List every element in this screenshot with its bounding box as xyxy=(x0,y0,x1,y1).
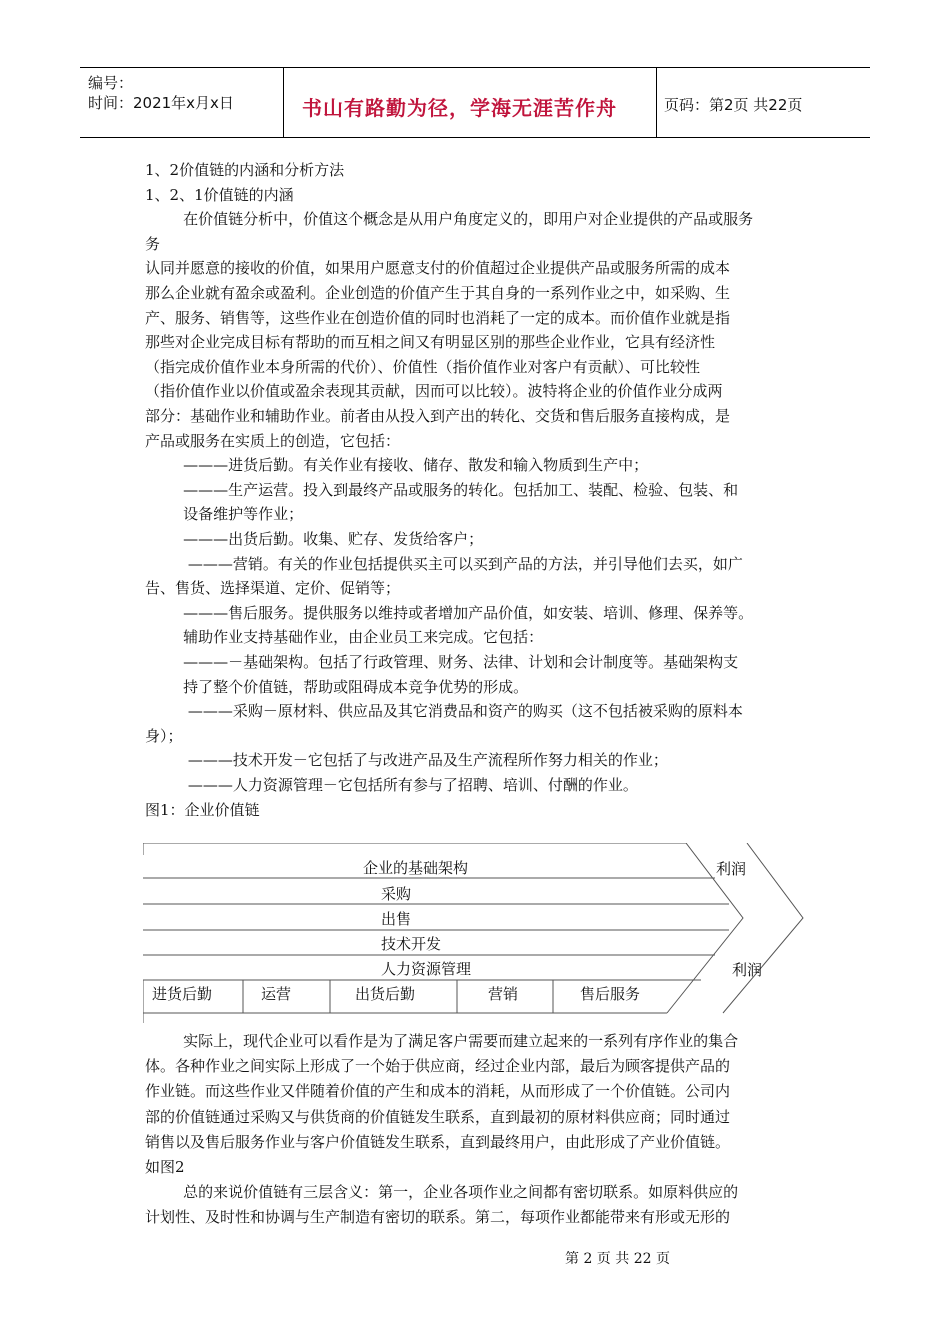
text-line: 那些对企业完成目标有帮助的而互相之间又有明显区别的那些企业作业，它具有经济性 xyxy=(145,333,716,352)
value-chain-diagram xyxy=(143,843,823,1023)
text-line: 产、服务、销售等，这些作业在创造价值的同时也消耗了一定的成本。而价值作业就是指 xyxy=(145,308,731,327)
text-line: 作业链。而这些作业又伴随着价值的产生和成本的消耗，从而形成了一个价值链。公司内 xyxy=(145,1082,731,1101)
text-line: 认同并愿意的接收的价值，如果用户愿意支付的价值超过企业提供产品或服务所需的成本 xyxy=(145,259,731,278)
text-line: 告、售货、选择渠道、定价、促销等； xyxy=(145,579,401,598)
text-line: 实际上，现代企业可以看作是为了满足客户需要而建立起来的一系列有序作业的集合 xyxy=(145,1032,739,1050)
primary-after-sales: 售后服务 xyxy=(580,985,641,1003)
text-line: 图1：企业价值链 xyxy=(145,800,260,819)
text-line: 销售以及售后服务作业与客户价值链发生联系，直到最终用户，由此形成了产业价值链。 xyxy=(145,1132,731,1151)
text-line: ———出货后勤。收集、贮存、发货给客户； xyxy=(145,530,484,548)
text-line: 1、2、1价值链的内涵 xyxy=(145,185,294,204)
header-motto: 书山有路勤为径，学海无涯苦作舟 xyxy=(302,96,617,120)
text-line: ———采购－原材料、供应品及其它消费品和资产的购买（这不包括被采购的原料本 xyxy=(145,702,743,721)
text-line: 1、2价值链的内涵和分析方法 xyxy=(145,161,345,179)
text-line: 部的价值链通过采购又与供货商的价值链发生联系，直到最初的原材料供应商；同时通过 xyxy=(145,1107,731,1126)
text-line: （指完成价值作业本身所需的代价）、价值性（指价值作业对客户有贡献）、可比较性 xyxy=(145,357,701,376)
text-line: ———－基础架构。包括了行政管理、财务、法律、计划和会计制度等。基础架构支 xyxy=(145,653,739,671)
support-row-tech-dev: 技术开发 xyxy=(381,935,442,953)
text-line: 总的来说价值链有三层含义：第一，企业各项作业之间都有密切联系。如原料供应的 xyxy=(145,1183,739,1202)
text-line: 辅助作业支持基础作业，由企业员工来完成。它包括： xyxy=(145,628,544,647)
support-row-procurement: 采购 xyxy=(381,885,412,903)
support-row-sales: 出售 xyxy=(381,910,412,928)
text-line: ———进货后勤。有关作业有接收、储存、散发和输入物质到生产中； xyxy=(145,456,649,475)
header-divider xyxy=(283,68,284,137)
profit-label-top: 利润 xyxy=(716,860,747,878)
primary-operations: 运营 xyxy=(261,985,292,1003)
text-line: 如图2 xyxy=(145,1158,185,1176)
text-line: ———售后服务。提供服务以维持或者增加产品价值，如安装、培训、修理、保养等。 xyxy=(145,603,754,622)
text-line: 部分：基础作业和辅助作业。前者由从投入到产出的转化、交货和售后服务直接构成，是 xyxy=(145,407,731,425)
support-row-infrastructure: 企业的基础架构 xyxy=(363,859,469,877)
support-row-hr: 人力资源管理 xyxy=(381,960,472,978)
primary-inbound-logistics: 进货后勤 xyxy=(152,985,213,1003)
text-line: ———技术开发－它包括了与改进产品及生产流程所作努力相关的作业； xyxy=(145,751,668,770)
text-line: 持了整个价值链，帮助或阻碍成本竞争优势的形成。 xyxy=(145,677,529,696)
text-line: ———营销。有关的作业包括提供买主可以买到产品的方法，并引导他们去买，如广 xyxy=(145,554,743,573)
text-line: （指价值作业以价值或盈余表现其贡献，因而可以比较）。波特将企业的价值作业分成两 xyxy=(145,382,723,401)
header-divider xyxy=(656,68,657,137)
text-line: 身）； xyxy=(145,726,183,745)
text-line: 体。各种作业之间实际上形成了一个始于供应商，经过企业内部，最后为顾客提供产品的 xyxy=(145,1057,731,1076)
text-line: ———人力资源管理－它包括所有参与了招聘、培训、付酬的作业。 xyxy=(145,776,638,794)
text-line: 计划性、及时性和协调与生产制造有密切的联系。第二，每项作业都能带来有形或无形的 xyxy=(145,1208,731,1227)
primary-marketing: 营销 xyxy=(488,985,519,1003)
page-footer: 第 2 页 共 22 页 xyxy=(565,1251,670,1267)
text-line: ———生产运营。投入到最终产品或服务的转化。包括加工、装配、检验、包装、和 xyxy=(145,480,739,499)
header-page-info: 页码：第2页 共22页 xyxy=(664,96,803,114)
text-line: 那么企业就有盈余或盈利。企业创造的价值产生于其自身的一系列作业之中，如采购、生 xyxy=(145,284,731,302)
text-line: 设备维护等作业； xyxy=(145,505,304,524)
text-line: 务 xyxy=(145,234,161,253)
text-line: 在价值链分析中，价值这个概念是从用户角度定义的，即用户对企业提供的产品或服务 xyxy=(145,210,754,229)
text-line: 产品或服务在实质上的创造，它包括： xyxy=(145,431,401,450)
doc-number-label: 编号： xyxy=(88,74,134,92)
profit-label-bottom: 利润 xyxy=(732,961,763,979)
doc-date-label: 时间：2021年x月x日 xyxy=(88,94,234,112)
primary-outbound-logistics: 出货后勤 xyxy=(355,985,416,1003)
